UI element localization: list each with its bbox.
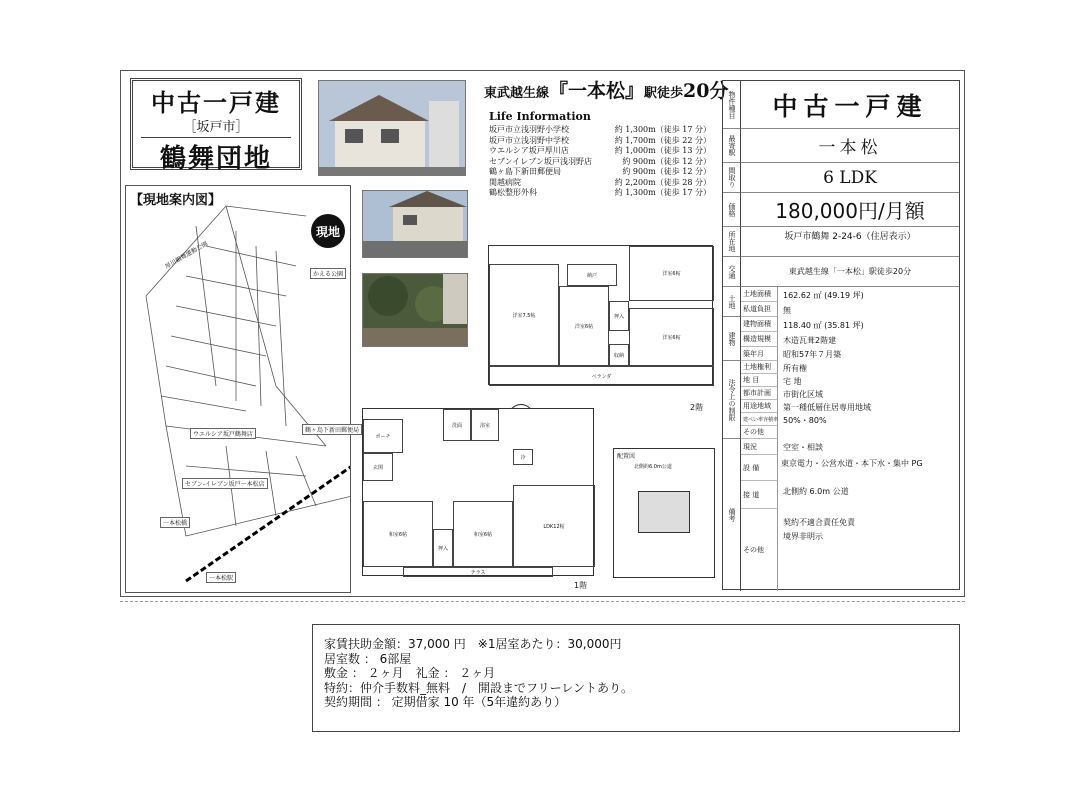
- map-label-park: 厚川鶴舞運動公園: [163, 240, 210, 271]
- map-label-kaeru-park: かえる公園: [310, 268, 346, 279]
- label-land: 土地: [723, 287, 741, 317]
- floor1-label: 1階: [574, 581, 588, 590]
- city-label: ［坂戸市］: [183, 120, 249, 135]
- value-address: 坂戸市鶴舞 2-24-6（住居表示）: [741, 227, 959, 257]
- sheet-bottom-rule: [120, 601, 965, 602]
- room-2f-5: ベランダ: [489, 366, 714, 386]
- value-layout: 6 LDK: [741, 163, 959, 193]
- life-info-row: セブンイレブン坂戸浅羽野店 約 900m（徒歩 12 分）: [489, 156, 711, 166]
- garden-photo: [362, 273, 468, 347]
- title-box: [130, 78, 302, 174]
- building-area-value: 118.40 ㎡ (35.81 坪): [783, 321, 864, 330]
- label-remarks: 備考: [723, 439, 741, 591]
- category-value: 宅 地: [783, 377, 802, 386]
- map-label-bus: 鶴ヶ島下新田郵便局: [302, 424, 362, 435]
- zoning-value: 第一種低層住居専用地域: [783, 403, 871, 412]
- other-label: その他: [741, 426, 778, 439]
- life-info-row: ウエルシア坂戸厚川店 約 1,000m（徒歩 13 分）: [489, 146, 711, 155]
- label-price: 価格: [723, 193, 741, 227]
- coverage-value: 50%・80%: [783, 416, 827, 425]
- note-line-5: 契約期間 ： 定期借家 10 年（5年違約あり）: [324, 695, 567, 709]
- map-drawing: [126, 186, 351, 593]
- line-name: 東武越生線: [484, 86, 550, 101]
- room-1f-3: LDK12帖: [513, 485, 595, 567]
- access-headline: [484, 76, 729, 103]
- walk-minutes: 20分: [683, 80, 729, 102]
- life-info-row: 関越病院 約 2,200m（徒歩 28 分）: [489, 177, 711, 187]
- note-line-1: 家賃扶助金額：37,000 円 ※1居室あたり：30,000円: [324, 637, 622, 651]
- site-layout-title: 配置図: [617, 453, 636, 460]
- status-label: 現況: [741, 439, 778, 455]
- here-badge: 現地: [311, 214, 345, 248]
- road-value: 北側約 6.0m 公道: [783, 487, 849, 496]
- land-area-label: 土地面積: [741, 287, 778, 302]
- house-photo-street-drawing: [363, 191, 468, 258]
- site-road-label: 北側約6.0m公道: [634, 464, 672, 470]
- label-law: 法令上の制限: [723, 361, 741, 439]
- room-1f-6: 玄関: [363, 453, 393, 481]
- city-plan-value: 市街化区域: [783, 390, 823, 399]
- room-2f-3: 洋室6帖: [629, 246, 714, 301]
- map-label-welcia: ウエルシア坂戸鶴舞店: [190, 428, 256, 439]
- value-type: 中古一戸建: [741, 81, 959, 129]
- built-label: 築年月: [741, 347, 778, 361]
- note-line-2: 居室数 ： 6部屋: [324, 651, 412, 666]
- note-line-4: 特約：仲介手数料_無料 / 開設までフリーレントあり。: [324, 680, 634, 695]
- value-price: 180,000円/月額: [741, 193, 959, 227]
- other-note-1: 契約不適合責任免責: [783, 518, 855, 527]
- building-area-label: 建物面積: [741, 317, 778, 332]
- map-label-seven: セブン-イレブン坂戸一本松店: [182, 478, 268, 489]
- city-plan-label: 都市計画: [741, 387, 778, 400]
- label-access: 交通: [723, 257, 741, 287]
- label-building: 建物: [723, 317, 741, 361]
- room-2f-6: 納戸: [567, 264, 617, 286]
- facilities-label: 設 備: [741, 455, 778, 481]
- room-2f-2: 洋室6帖: [559, 286, 609, 366]
- rights-value: 所有権: [783, 364, 807, 373]
- zoning-label: 用途地域: [741, 400, 778, 413]
- house-photo-main-drawing: [319, 81, 466, 176]
- category-label: 地 目: [741, 374, 778, 387]
- room-2f-8: 収納: [609, 344, 629, 366]
- room-1f-8: テラス: [403, 567, 553, 577]
- spec-table: [722, 80, 960, 590]
- location-map: [125, 185, 351, 593]
- value-station: 一本松: [741, 129, 959, 163]
- label-address: 所在地: [723, 227, 741, 257]
- site-layout: [613, 448, 715, 578]
- room-1f-1: 和室6帖: [363, 501, 433, 567]
- map-label-station: 一本松駅: [206, 572, 236, 583]
- floorplan-1f: [362, 408, 594, 576]
- room-1f-7: ポーチ: [363, 419, 403, 453]
- room-1f-9: 冷: [513, 449, 533, 465]
- facilities-value: 東京電力・公営水道・本下水・集中 PG: [781, 459, 923, 468]
- label-station: 最寄駅: [723, 129, 741, 163]
- floorplan-2f: [488, 245, 713, 385]
- house-photo-street: [362, 190, 468, 258]
- rights-label: 土地権利: [741, 361, 778, 374]
- structure-label: 構造規模: [741, 332, 778, 347]
- private-road-value: 無: [783, 306, 791, 315]
- room-2f-1: 洋室7.5帖: [489, 264, 559, 366]
- other2-label: その他: [741, 509, 778, 591]
- life-info-row: 鶴ヶ島下新田郵便局 約 900m（徒歩 12 分）: [489, 167, 711, 176]
- floor2-label: 2階: [690, 403, 704, 412]
- structure-value: 木造瓦葺2階建: [783, 336, 837, 345]
- room-1f-4: 浴室: [471, 409, 499, 441]
- life-information: [489, 110, 711, 199]
- site-building: [638, 491, 690, 533]
- garden-photo-drawing: [363, 274, 468, 347]
- other-note-2: 境界非明示: [783, 532, 823, 541]
- area-name: 鶴舞団地: [141, 137, 291, 175]
- life-info-row: 鶴松整形外科 約 1,300m（徒歩 17 分）: [489, 188, 711, 197]
- built-value: 昭和57年７月築: [783, 350, 842, 359]
- private-road-label: 私道負担: [741, 302, 778, 317]
- room-2f-7: 押入: [609, 301, 629, 331]
- walk-label: 駅徒歩: [644, 86, 684, 101]
- value-access: 東武越生線「一本松」駅徒歩20分: [741, 257, 959, 287]
- coverage-label: 建ぺい率容積率: [741, 413, 778, 426]
- room-1f-5: 洗面: [443, 409, 471, 441]
- house-photo-main: [318, 80, 466, 176]
- status-value: 空室・相談: [783, 443, 823, 452]
- room-2f-4: 洋室6帖: [629, 308, 714, 366]
- label-type: 物件種目: [723, 81, 741, 129]
- life-info-title: Life Information: [489, 110, 591, 123]
- life-info-row: 坂戸市立浅羽野小学校 約 1,300m（徒歩 17 分）: [489, 125, 711, 134]
- road-label: 接 道: [741, 481, 778, 509]
- note-line-3: 敷金 ： ２ヶ月 礼金 ： ２ヶ月: [324, 666, 496, 680]
- life-info-row: 坂戸市立浅羽野中学校 約 1,700m（徒歩 22 分）: [489, 135, 711, 145]
- type-title: 中古一戸建: [151, 88, 281, 117]
- land-area-value: 162.62 ㎡ (49.19 坪): [783, 291, 864, 300]
- room-1f-2: 和室6帖: [453, 501, 513, 567]
- label-layout: 間取り: [723, 163, 741, 193]
- room-1f-10: 押入: [433, 529, 453, 567]
- station-name: 『一本松』: [549, 80, 645, 102]
- map-label-bridge: 一本松橋: [160, 517, 190, 528]
- map-title: 【現地案内図】: [130, 193, 222, 208]
- rental-notes: [312, 624, 960, 732]
